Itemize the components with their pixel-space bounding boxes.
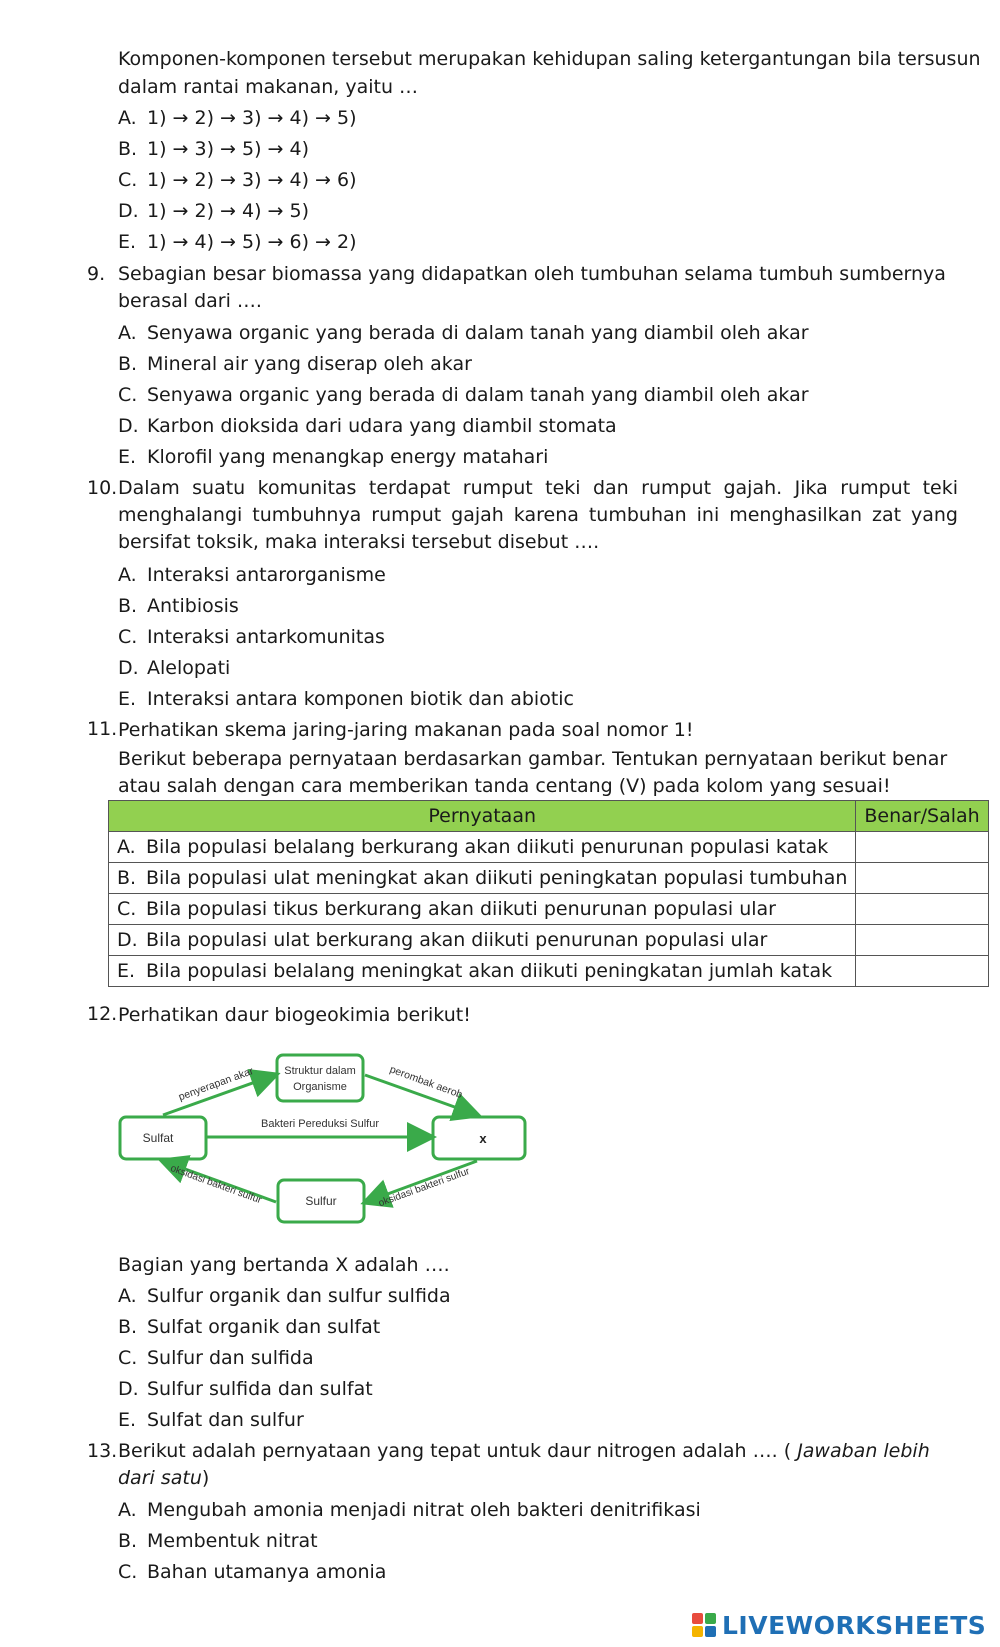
q8-stem-line-1: Komponen-komponen tersebut merupakan kehidupan saling ketergantungan bila tersusun bbox=[118, 48, 981, 70]
answer-cell-d[interactable] bbox=[856, 925, 988, 956]
q13-option-b: B. Membentuk nitrat bbox=[118, 1530, 318, 1552]
q10-option-b: B. Antibiosis bbox=[118, 595, 239, 617]
q10-option-e: E. Interaksi antara komponen biotik dan abiotic bbox=[118, 688, 574, 710]
table-row bbox=[109, 956, 989, 987]
table-row bbox=[109, 894, 989, 925]
q12-option-b: B. Sulfat organik dan sulfat bbox=[118, 1316, 381, 1338]
q10-option-c: C. Interaksi antarkomunitas bbox=[118, 626, 385, 648]
q11-number: 11. bbox=[87, 718, 118, 740]
arrow-x-to-sulfur bbox=[366, 1161, 477, 1202]
label-middle: Bakteri Pereduksi Sulfur bbox=[261, 1118, 379, 1130]
q8-option-b: B. 1) → 3) → 5) → 4) bbox=[118, 138, 310, 160]
box-struktur-organisme bbox=[277, 1055, 363, 1101]
q13-stem: Berikut adalah pernyataan yang tepat untuk daur nitrogen adalah …. ( Jawaban lebih dari satu) bbox=[118, 1440, 930, 1489]
statement-cell: B. Bila populasi ulat meningkat akan diikuti peningkatan populasi tumbuhan bbox=[109, 863, 856, 894]
table-header-row bbox=[109, 801, 989, 832]
q10-number: 10. bbox=[87, 477, 118, 499]
box-top-line-1: Struktur dalam bbox=[284, 1065, 356, 1077]
q12-option-a: A. Sulfur organik dan sulfur sulfida bbox=[118, 1285, 451, 1307]
table-row bbox=[109, 832, 989, 863]
q11-instruction: Berikut beberapa pernyataan berdasarkan gambar. Tentukan pernyataan berikut benar atau salah dengan cara memberikan tanda centang (V) pada kolom yang sesuai! bbox=[118, 748, 948, 797]
q10-stem: Dalam suatu komunitas terdapat rumput teki dan rumput gajah. Jika rumput teki menghalangi tumbuhnya rumput gajah karena tumbuhan ini menghasilkan zat yang bersifat toksik, maka interaksi tersebut disebut …. bbox=[118, 477, 958, 553]
q8-option-d: D. 1) → 2) → 4) → 5) bbox=[118, 200, 310, 222]
label-top-left: penyerapan akar bbox=[176, 1065, 256, 1104]
q12-question: Bagian yang bertanda X adalah …. bbox=[118, 1254, 450, 1276]
q8-option-e: E. 1) → 4) → 5) → 6) → 2) bbox=[118, 231, 357, 253]
statement-cell: E. Bila populasi belalang meningkat akan diikuti peningkatan jumlah katak bbox=[109, 956, 856, 987]
liveworksheets-logo bbox=[692, 1610, 986, 1640]
q8-option-c: C. 1) → 2) → 3) → 4) → 6) bbox=[118, 169, 357, 191]
answer-cell-c[interactable] bbox=[856, 894, 988, 925]
statement-cell: D. Bila populasi ulat berkurang akan diikuti penurunan populasi ular bbox=[109, 925, 856, 956]
q12-option-e: E. Sulfat dan sulfur bbox=[118, 1409, 304, 1431]
q9-option-e: E. Klorofil yang menangkap energy matahari bbox=[118, 446, 549, 468]
statement-cell: C. Bila populasi tikus berkurang akan diikuti penurunan populasi ular bbox=[109, 894, 856, 925]
q13-number: 13. bbox=[87, 1440, 118, 1462]
q9-option-c: C. Senyawa organic yang berada di dalam tanah yang diambil oleh akar bbox=[118, 384, 809, 406]
q10-option-d: D. Alelopati bbox=[118, 657, 231, 679]
q9-option-b: B. Mineral air yang diserap oleh akar bbox=[118, 353, 472, 375]
header-pernyataan: Pernyataan bbox=[109, 801, 856, 832]
label-top-right: perombak aerob bbox=[388, 1063, 465, 1101]
box-right-label: x bbox=[479, 1131, 487, 1146]
q10-option-a: A. Interaksi antarorganisme bbox=[118, 564, 386, 586]
box-bottom-label: Sulfur bbox=[305, 1194, 337, 1208]
table-row bbox=[109, 863, 989, 894]
label-bottom-right: oksidasi bakteri sulfur bbox=[377, 1166, 472, 1210]
answer-cell-e[interactable] bbox=[856, 956, 988, 987]
statement-table bbox=[108, 800, 989, 987]
logo-grid-icon bbox=[692, 1613, 716, 1637]
statement-cell: A. Bila populasi belalang berkurang akan diikuti penurunan populasi katak bbox=[109, 832, 856, 863]
sulfur-cycle-diagram bbox=[115, 1045, 535, 1225]
q9-option-a: A. Senyawa organic yang berada di dalam tanah yang diambil oleh akar bbox=[118, 322, 809, 344]
q8-option-a: A. 1) → 2) → 3) → 4) → 5) bbox=[118, 107, 357, 129]
q13-option-a: A. Mengubah amonia menjadi nitrat oleh bakteri denitrifikasi bbox=[118, 1499, 701, 1521]
label-bottom-left: oksidasi bakteri sulfur bbox=[168, 1163, 263, 1207]
q9-stem: Sebagian besar biomassa yang didapatkan oleh tumbuhan selama tumbuh sumbernya berasal dari …. bbox=[118, 263, 946, 312]
table-row bbox=[109, 925, 989, 956]
q13-option-c: C. Bahan utamanya amonia bbox=[118, 1561, 387, 1583]
logo-text: LIVEWORKSHEETS bbox=[722, 1610, 987, 1640]
q12-stem: Perhatikan daur biogeokimia berikut! bbox=[118, 1004, 471, 1026]
q8-stem-line-2: dalam rantai makanan, yaitu … bbox=[118, 76, 419, 98]
q12-number: 12. bbox=[87, 1003, 118, 1025]
q12-option-c: C. Sulfur dan sulfida bbox=[118, 1347, 314, 1369]
q11-stem: Perhatikan skema jaring-jaring makanan pada soal nomor 1! bbox=[118, 719, 694, 741]
box-top-line-2: Organisme bbox=[293, 1081, 347, 1093]
q9-number: 9. bbox=[87, 263, 106, 285]
q9-option-d: D. Karbon dioksida dari udara yang diambil stomata bbox=[118, 415, 617, 437]
box-left-label: Sulfat bbox=[142, 1131, 174, 1145]
answer-cell-b[interactable] bbox=[856, 863, 988, 894]
answer-cell-a[interactable] bbox=[856, 832, 988, 863]
q12-option-d: D. Sulfur sulfida dan sulfat bbox=[118, 1378, 373, 1400]
header-benar-salah: Benar/Salah bbox=[856, 801, 988, 832]
